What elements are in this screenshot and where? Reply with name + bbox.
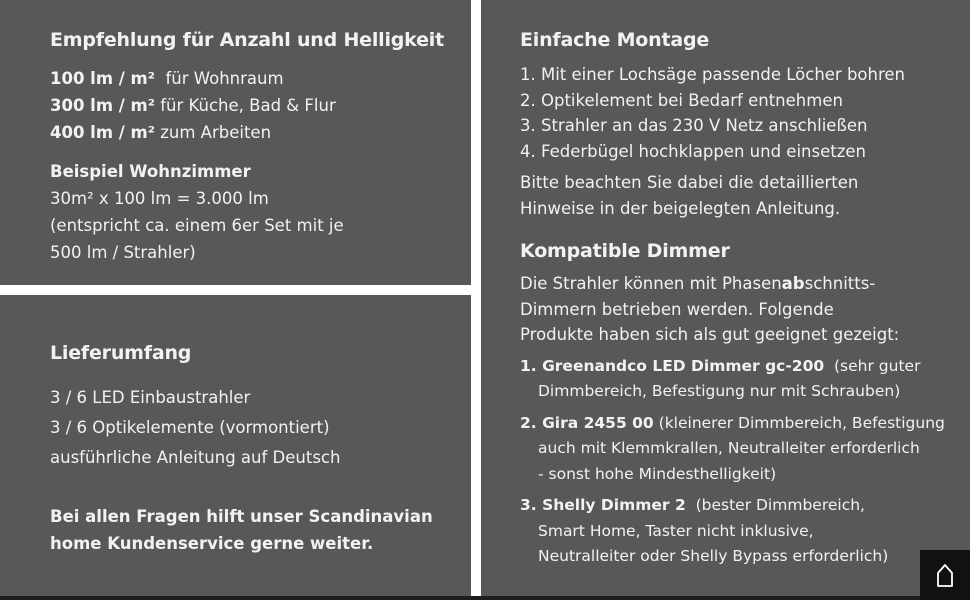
example-title: Beispiel Wohnzimmer	[50, 162, 251, 181]
dimmer-item	[520, 493, 970, 570]
dimmer-intro-line: Produkte haben sich als gut geeignet gezeigt:	[520, 325, 900, 344]
dimmer-name: 3. Shelly Dimmer 2	[520, 496, 686, 514]
dimmer-desc-line: Smart Home, Taster nicht inklusive,	[538, 521, 814, 540]
brightness-row	[50, 119, 471, 146]
installation-panel	[481, 0, 970, 600]
recommendation-title: Empfehlung für Anzahl und Helligkeit	[50, 29, 444, 51]
mount-step: 1. Mit einer Lochsäge passende Löcher bohren	[520, 65, 906, 84]
service-line: Bei allen Fragen hilft unser Scandinavian	[50, 507, 433, 526]
mount-note: Bitte beachten Sie dabei die detaillierten	[520, 173, 859, 192]
brightness-value: 300 lm / m²	[50, 96, 155, 115]
scope-title: Lieferumfang	[50, 342, 192, 364]
dimmer-intro-line: Dimmern betrieben werden. Folgende	[520, 299, 834, 319]
scope-of-delivery-panel	[0, 295, 471, 600]
dimmer-intro	[520, 271, 970, 297]
dimmer-name: 2. Gira 2455 00	[520, 413, 654, 432]
dimmer-desc-line: Neutralleiter oder Shelly Bypass erforderlich)	[538, 547, 889, 565]
dimmer-desc: (bester Dimmbereich,	[685, 496, 865, 514]
service-line: home Kundenservice gerne weiter.	[50, 534, 374, 553]
dimmer-desc-line: auch mit Klemmkrallen, Neutralleiter erforderlich	[538, 439, 920, 457]
mount-step: 4. Federbügel hochklappen und einsetzen	[520, 141, 866, 161]
dimmer-desc-line: - sonst hohe Mindesthelligkeit)	[538, 464, 777, 483]
dimmer-intro-text: schnitts-	[804, 274, 876, 293]
mount-step: 2. Optikelement bei Bedarf entnehmen	[520, 90, 843, 110]
brightness-row	[50, 92, 471, 119]
scope-item: 3 / 6 Optikelemente (vormontiert)	[50, 418, 330, 437]
mount-title: Einfache Montage	[520, 29, 710, 51]
dimmer-intro-bold: ab	[781, 274, 805, 293]
recommendation-panel	[0, 0, 471, 285]
example-line: (entspricht ca. einem 6er Set mit je	[50, 216, 344, 235]
mount-note: Hinweise in der beigelegten Anleitung.	[520, 199, 841, 218]
scope-item: 3 / 6 LED Einbaustrahler	[50, 388, 251, 407]
brightness-row	[50, 65, 471, 92]
dimmer-item	[520, 411, 970, 488]
dimmer-desc: (sehr guter	[824, 356, 921, 375]
dimmer-desc: (kleinerer Dimmbereich, Befestigung	[653, 413, 945, 432]
scope-item: ausführliche Anleitung auf Deutsch	[50, 448, 341, 467]
dimmer-title: Kompatible Dimmer	[520, 240, 730, 262]
mount-steps	[520, 62, 970, 164]
brightness-use: für Wohnraum	[154, 69, 284, 88]
dimmer-intro-text: Die Strahler können mit Phasen	[520, 274, 782, 293]
home-button[interactable]	[920, 550, 970, 600]
brightness-value: 100 lm / m²	[50, 69, 155, 88]
example-line: 30m² x 100 lm = 3.000 lm	[50, 189, 269, 208]
dimmer-name: 1. Greenandco LED Dimmer gc-200	[520, 356, 825, 375]
bottom-bar	[0, 596, 970, 600]
example-line: 500 lm / Strahler)	[50, 243, 196, 262]
brightness-list	[50, 65, 471, 146]
brightness-use: für Küche, Bad & Flur	[154, 96, 336, 115]
dimmer-desc-line: Dimmbereich, Befestigung nur mit Schrauben)	[538, 382, 901, 400]
home-icon	[935, 563, 955, 587]
brightness-use: zum Arbeiten	[154, 123, 272, 142]
mount-step: 3. Strahler an das 230 V Netz anschließen	[520, 116, 868, 135]
brightness-value: 400 lm / m²	[50, 123, 155, 142]
dimmer-item	[520, 354, 970, 405]
